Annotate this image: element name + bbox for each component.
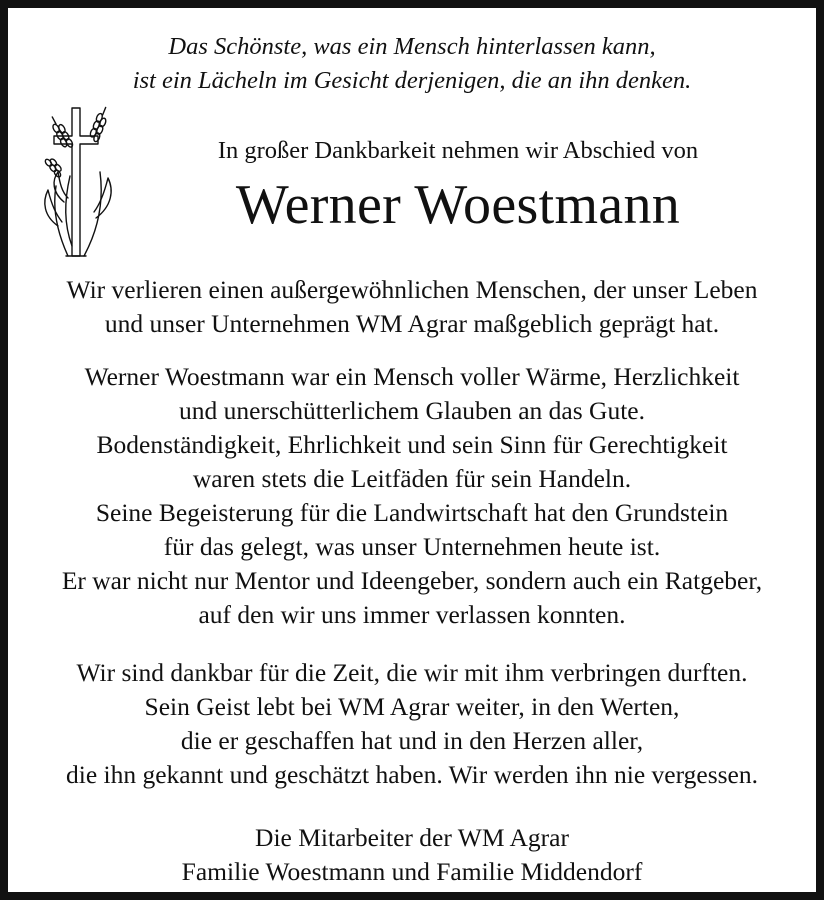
- paragraph-line: und unerschütterlichem Glauben an das Gute.: [179, 396, 645, 425]
- intro-text: In großer Dankbarkeit nehmen wir Abschied von: [217, 137, 699, 164]
- paragraph-line: waren stets die Leitfäden für sein Handeln.: [192, 464, 632, 493]
- paragraph-line: auf den wir uns immer verlassen konnten.: [198, 600, 626, 629]
- quote-line: ist ein Lächeln im Gesicht derjenigen, die an ihn denken.: [132, 67, 692, 94]
- quote-line: Das Schönste, was ein Mensch hinterlassen kann,: [168, 33, 656, 60]
- paragraph: [8, 656, 816, 792]
- deceased-name: Werner Woestmann: [235, 174, 681, 236]
- paragraph-line: Seine Begeisterung für die Landwirtschaft hat den Grundstein: [95, 498, 729, 527]
- quote: [8, 30, 816, 98]
- paragraph-line: Sein Geist lebt bei WM Agrar weiter, in den Werten,: [144, 692, 680, 721]
- paragraph-line: Er war nicht nur Mentor und Ideengeber, sondern auch ein Ratgeber,: [61, 566, 763, 595]
- paragraph-line: Bodenständigkeit, Ehrlichkeit und sein Sinn für Gerechtigkeit: [96, 430, 728, 459]
- signature-line: Die Mitarbeiter der WM Agrar: [255, 823, 569, 852]
- signature-line: Familie Woestmann und Familie Middendorf: [181, 857, 643, 886]
- paragraph-line: und unser Unternehmen WM Agrar maßgeblich geprägt hat.: [104, 309, 720, 338]
- paragraph: [8, 273, 816, 341]
- signature: [8, 821, 816, 889]
- paragraph-line: Wir verlieren einen außergewöhnlichen Menschen, der unser Leben: [66, 275, 758, 304]
- paragraph: [8, 360, 816, 632]
- paragraph-line: für das gelegt, was unser Unternehmen heute ist.: [163, 532, 661, 561]
- paragraph-line: die ihn gekannt und geschätzt haben. Wir werden ihn nie vergessen.: [66, 760, 758, 789]
- paragraph-line: Wir sind dankbar für die Zeit, die wir mit ihm verbringen durften.: [76, 658, 748, 687]
- paragraph-line: die er geschaffen hat und in den Herzen aller,: [180, 726, 644, 755]
- paragraph-line: Werner Woestmann war ein Mensch voller Wärme, Herzlichkeit: [84, 362, 740, 391]
